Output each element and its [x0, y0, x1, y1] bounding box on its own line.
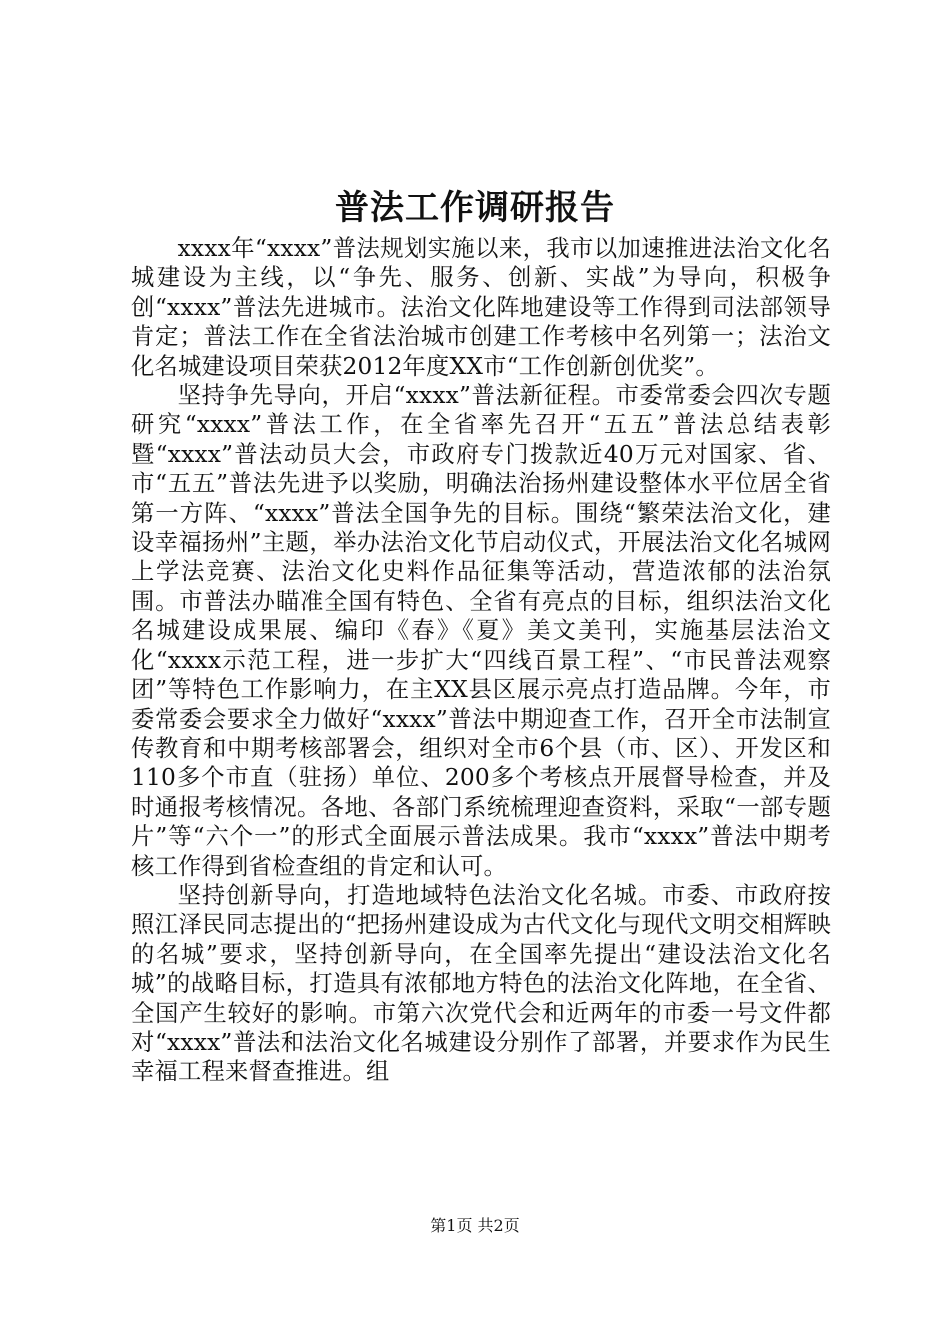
document-title: 普法工作调研报告	[335, 188, 615, 228]
document-body	[131, 234, 831, 1087]
page-number-footer: 第1页 共2页	[430, 1216, 520, 1235]
paragraph-intro: xxxx年“xxxx”普法规划实施以来，我市以加速推进法治文化名城建设为主线，以“争先、服务、创新、实战”为导向，积极争创“xxxx”普法先进城市。法治文化阵地建设等工作得到司法部领导肯定；普法工作在全省法治城市创建工作考核中名列第一；法治文化名城建设项目荣获2012年度XX市“工作创新创优奖”。	[131, 235, 831, 380]
paragraph-innovation: 坚持创新导向，打造地域特色法治文化名城。市委、市政府按照江泽民同志提出的“把扬州建设成为古代文化与现代文明交相辉映的名城”要求，坚持创新导向，在全国率先提出“建设法治文化名城”的战略目标，打造具有浓郁地方特色的法治文化阵地，在全省、全国产生较好的影响。市第六次党代会和近两年的市委一号文件都对“xxxx”普法和法治文化名城建设分别作了部署，并要求作为民生幸福工程来督查推进。组	[131, 881, 831, 1086]
paragraph-competition: 坚持争先导向，开启“xxxx”普法新征程。市委常委会四次专题研究“xxxx”普法工作，在全省率先召开“五五”普法总结表彰暨“xxxx”普法动员大会，市政府专门拨款近40万元对国家、省、市“五五”普法先进予以奖励，明确法治扬州建设整体水平位居全省第一方阵、“xxxx”普法全国争先的目标。围绕“繁荣法治文化，建设幸福扬州”主题，举办法治文化节启动仪式，开展法治文化名城网上学法竞赛、法治文化史料作品征集等活动，营造浓郁的法治氛围。市普法办瞄准全国有特色、全省有亮点的目标，组织法治文化名城建设成果展、编印《春》《夏》美文美刊，实施基层法治文化“xxxx示范工程，进一步扩大“四线百景工程”、“市民普法观察团”等特色工作影响力，在主XX县区展示亮点打造品牌。今年，市委常委会要求全力做好“xxxx”普法中期迎查工作，召开全市法制宣传教育和中期考核部署会，组织对全市6个县（市、区）、开发区和110多个市直（驻扬）单位、200多个考核点开展督导检查，并及时通报考核情况。各地、各部门系统梳理迎查资料，采取“一部专题片”等“六个一”的形式全面展示普法成果。我市“xxxx”普法中期考核工作得到省检查组的肯定和认可。	[131, 382, 831, 880]
